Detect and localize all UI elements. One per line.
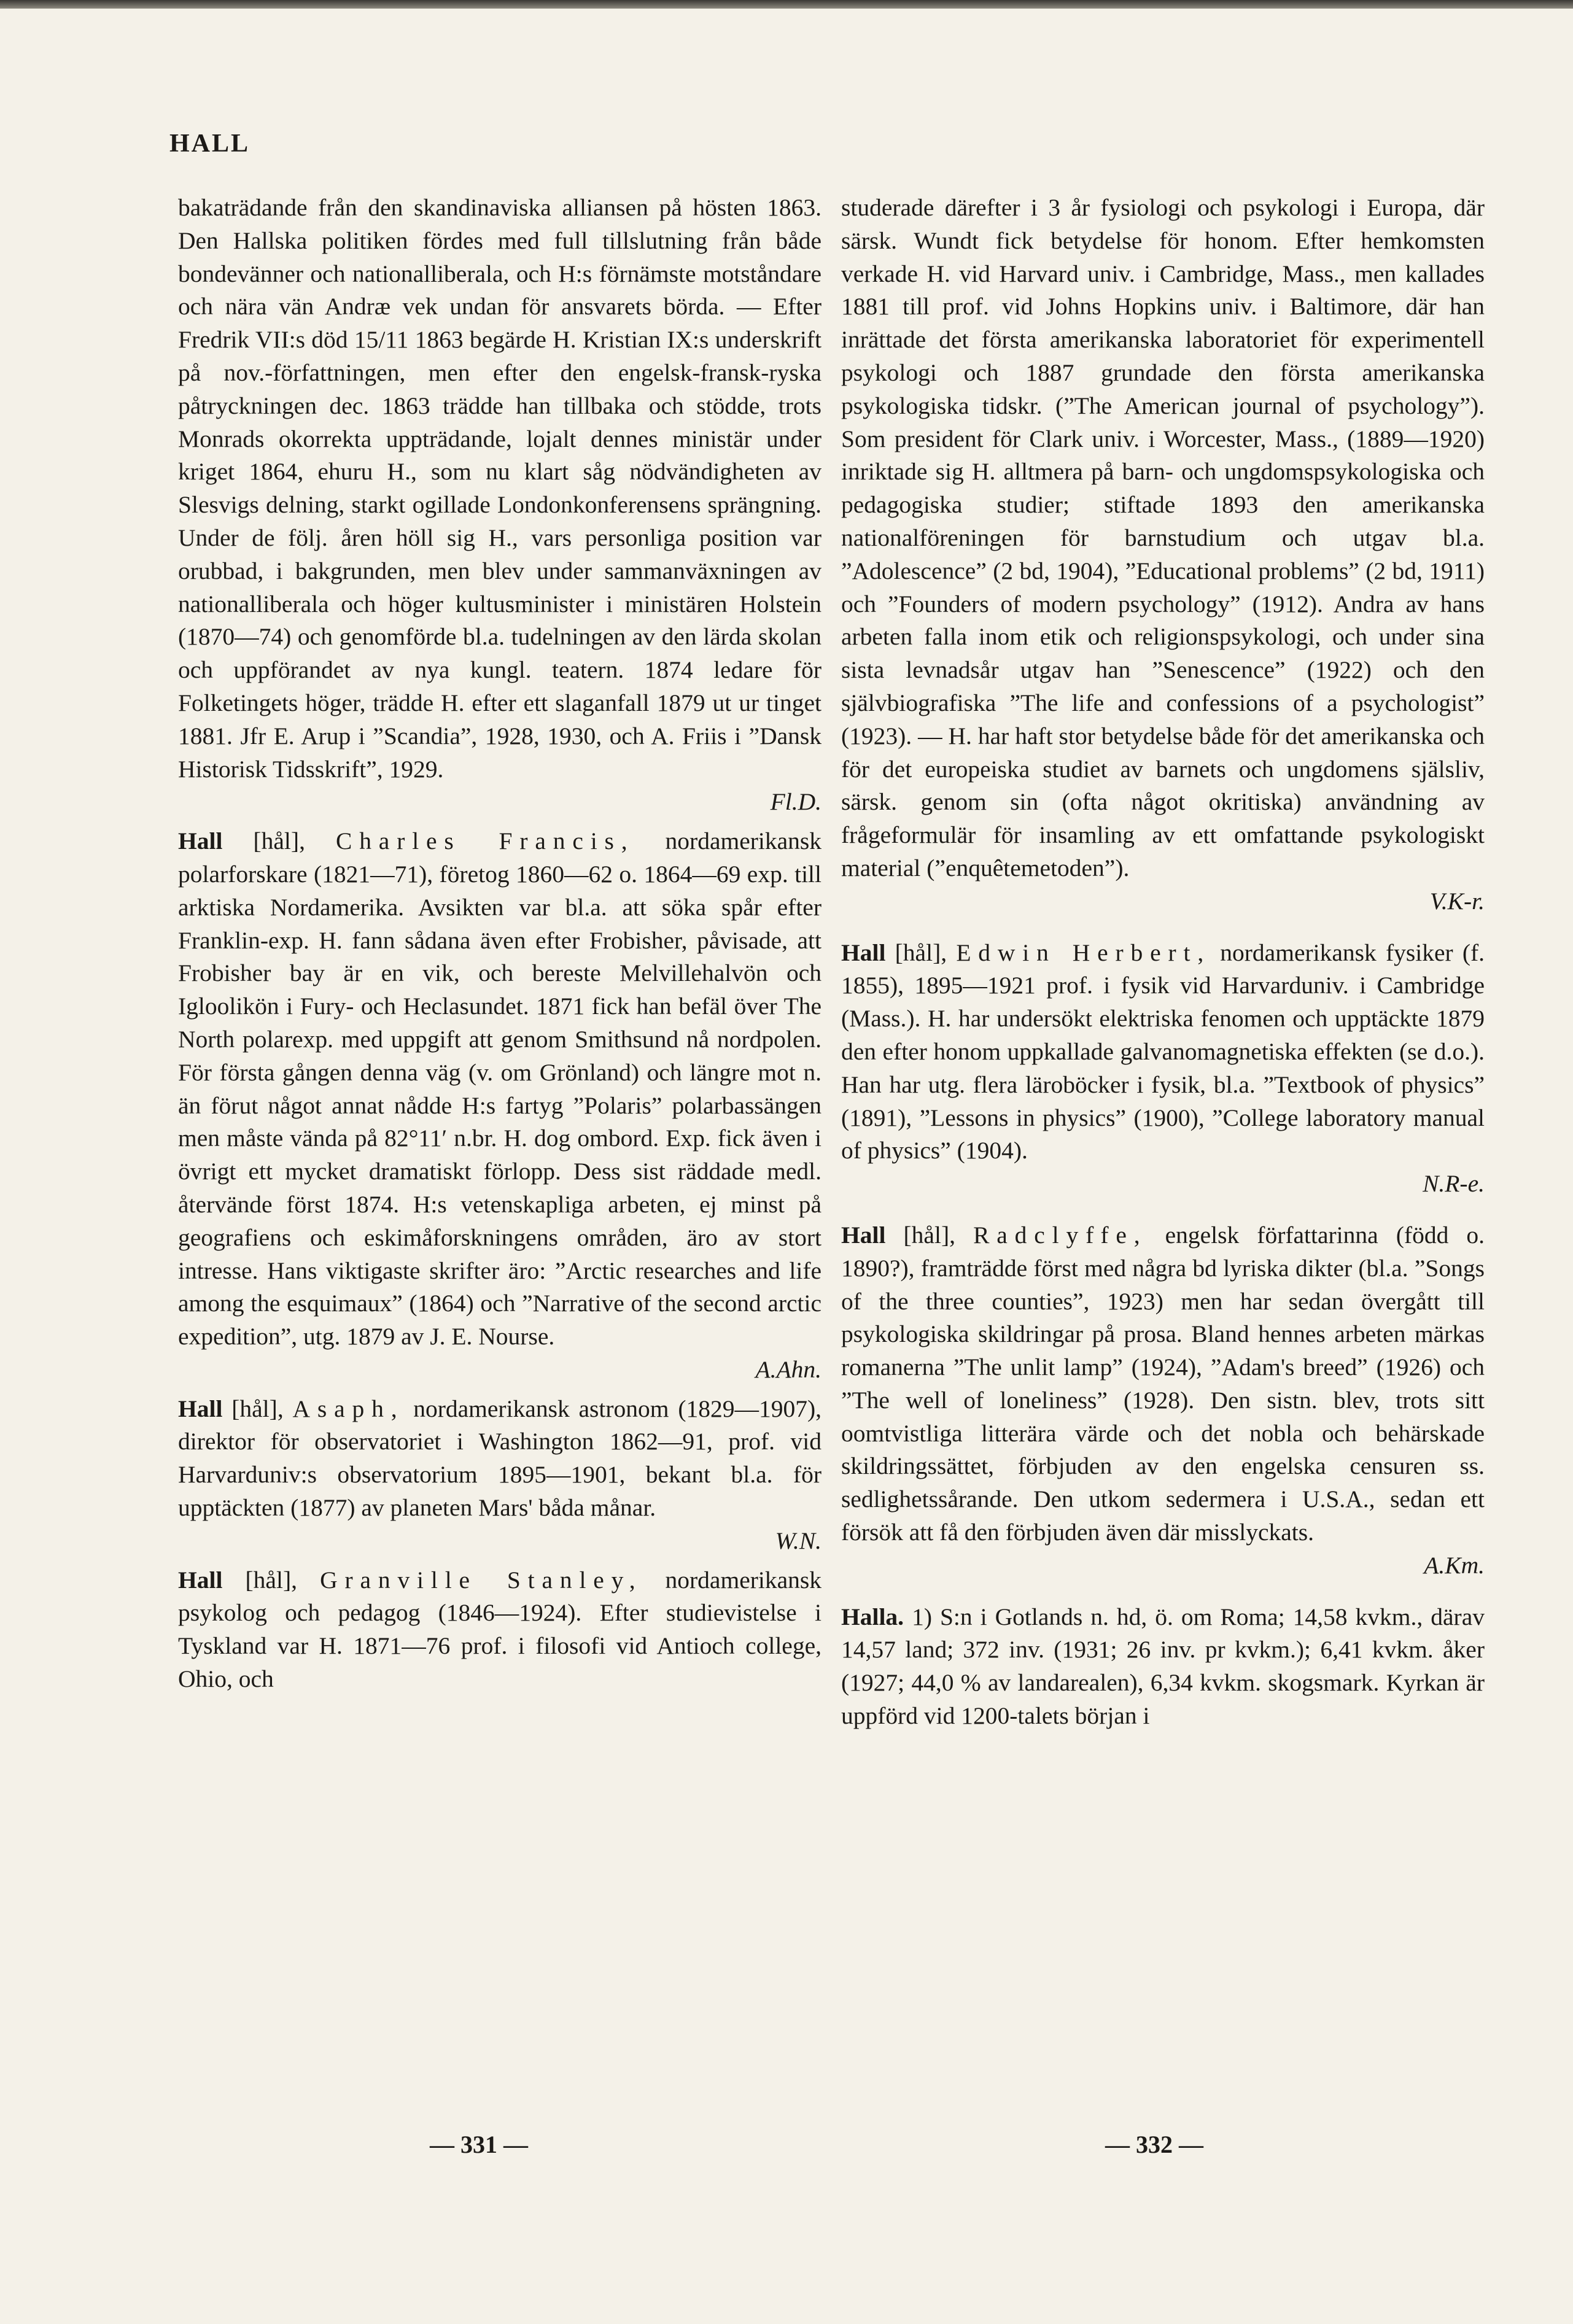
page-number-right: — 332 —	[1105, 2131, 1203, 2158]
pronunciation: [hål],	[895, 939, 947, 966]
pronunciation: [hål],	[253, 827, 305, 855]
headword: Hall	[178, 1566, 223, 1594]
person-name: Charles Francis,	[336, 827, 635, 855]
signature: A.Km.	[1424, 1551, 1485, 1579]
signature: W.N.	[775, 1527, 821, 1554]
signature: Fl.D.	[770, 788, 821, 816]
person-name: Edwin Herbert,	[956, 939, 1211, 966]
pronunciation: [hål],	[903, 1221, 955, 1249]
headword: Hall	[178, 827, 223, 855]
top-scan-edge	[0, 0, 1573, 9]
pronunciation: [hål],	[231, 1395, 284, 1422]
entry-body: nordamerikansk fysiker (f. 1855), 1895—1921 prof. i fysik vid Harvarduniv. i Cambridge (Mass.). H. har undersökt elektriska fenomen och upptäckte 1879 den efter honom uppkallade galvanomagnetiska effekten (se d.o.). Han har utg. flera läroböcker i fysik, bl.a. ”Textbook of physics” (1891), ”Lessons in physics” (1900), ”College laboratory manual of physics” (1904).	[841, 939, 1485, 1164]
headword: Halla.	[841, 1603, 904, 1630]
signature: N.R-e.	[1423, 1170, 1485, 1198]
running-head: HALL	[169, 130, 251, 158]
entry-body: nordamerikansk astronom (1829—1907), direktor för observatoriet i Washington 1862—91, prof. vid Harvarduniv:s observatorium 1895—1901, bekant bl.a. för upptäckten (1877) av planeten Mars' båda månar.	[178, 1395, 822, 1522]
entry-charles-francis-hall	[178, 825, 821, 1387]
continuation-text: bakaträdande från den skandinaviska alliansen på hösten 1863. Den Hallska politiken fördes med full tillslutning från både bondevänner och nationalliberala, och H:s förnämste motståndare och nära vän Andræ vek undan för ansvarets börda. — Efter Fredrik VII:s död 15/11 1863 begärde H. Kristian IX:s underskrift på nov.-författningen, men efter den engelsk-fransk-ryska påtryckningen dec. 1863 trädde han tillbaka och stödde, trots Monrads okorrekta uppträdande, lojalt dennes ministär under kriget 1864, ehuru H., som nu klart såg nödvändigheten av Slesvigs delning, starkt ogillade Londonkonferensens sprängning. Under de följ. åren höll sig H., vars personliga position var orubbad, i bakgrunden, men blev under sammanväxningen av nationalliberala och höger kultusminister i ministären Holstein (1870—74) och genomförde bl.a. tudelningen av den lärda skolan och uppförandet av nya kungl. teatern. 1874 ledare för Folketingets höger, trädde H. efter ett slaganfall 1879 ut ur tinget 1881. Jfr E. Arup i ”Scandia”, 1928, 1930, och A. Friis i ”Dansk Historisk Tidsskrift”, 1929. Fl.D.	[178, 192, 821, 819]
entry-radclyffe-hall	[841, 1219, 1485, 1582]
entry-body: engelsk författarinna (född o. 1890?), framträdde först med några bd lyriska dikter (bl.a. ”Songs of the three counties”, 1923) men har sedan övergått till psykologiska skildringar på prosa. Bland hennes arbeten märkas romanerna ”The unlit lamp” (1924), ”Adam's breed” (1926) och ”The well of loneliness” (1928). Den sistn. blev, trots sitt oomtvistliga litterära värde och det nobla och behärskade skildringssättet, förbjuden av den engelska censuren ss. sedlighetssårande. Den utkom sedermera i U.S.A., sedan ett försök att få den förbjuden även där misslyckats.	[841, 1221, 1485, 1546]
entry-halla	[841, 1601, 1485, 1733]
headword: Hall	[178, 1395, 223, 1422]
signature: V.K-r.	[1429, 887, 1485, 915]
page-number-left: — 331 —	[430, 2131, 528, 2158]
person-name: Asaph,	[292, 1395, 405, 1422]
headword: Hall	[841, 1221, 886, 1249]
entry-edwin-herbert-hall	[841, 937, 1485, 1201]
right-column	[841, 192, 1485, 1733]
person-name: Radclyffe,	[973, 1221, 1148, 1249]
left-column	[178, 192, 821, 1696]
entry-body: 1) S:n i Gotlands n. hd, ö. om Roma; 14,58 kvkm., därav 14,57 land; 372 inv. (1931; 26 inv. pr kvkm.); 6,41 kvkm. åker (1927; 44,0 % av landarealen), 6,34 kvkm. skogsmark. Kyrkan är uppförd vid 1200-talets början i	[841, 1603, 1485, 1730]
continuation-text: studerade därefter i 3 år fysiologi och psykologi i Europa, där särsk. Wundt fick betydelse för honom. Efter hemkomsten verkade H. vid Harvard univ. i Cambridge, Mass., men kallades 1881 till prof. vid Johns Hopkins univ. i Baltimore, där han inrättade det första amerikanska laboratoriet för experimentell psykologi och 1887 grundade den första amerikanska psykologiska tidskr. (”The American journal of psychology”). Som president för Clark univ. i Worcester, Mass., (1889—1920) inriktade sig H. alltmera på barn- och ungdomspsykologiska och pedagogiska studier; stiftade 1893 den amerikanska nationalföreningen för barnstudium och utgav bl.a. ”Adolescence” (2 bd, 1904), ”Educational problems” (2 bd, 1911) och ”Founders of modern psychology” (1912). Andra av hans arbeten falla inom etik och religionspsykologi, och under sina sista levnadsår utgav han ”Senescence” (1922) och den självbiografiska ”The life and confessions of a psychologist” (1923). — H. har haft stor betydelse både för det amerikanska och för det europeiska studiet av barnets och ungdomens själsliv, särsk. genom sin (ofta något okritiska) användning av frågeformulär för insamling av ett omfattande psykologiskt material (”enquêtemetoden”). V.K-r.	[841, 192, 1485, 918]
headword: Hall	[841, 939, 886, 966]
entry-body: nordamerikansk psykolog och pedagog (1846—1924). Efter studievistelse i Tyskland var H. 1871—76 prof. i filosofi vid Antioch college, Ohio, och	[178, 1566, 822, 1693]
signature: A.Ahn.	[755, 1355, 821, 1383]
pronunciation: [hål],	[245, 1566, 297, 1594]
entry-body: nordamerikansk polarforskare (1821—71), företog 1860—62 o. 1864—69 exp. till arktiska Nordamerika. Avsikten var bl.a. att söka spår efter Franklin-exp. H. fann sådana även efter Frobisher, påvisade, att Frobisher bay är en vik, och bereste Melvillehalvön och Igloolikön i Fury- och Heclasundet. 1871 fick han befäl över The North polarexp. med uppgift att genom Smithsund nå nordpolen. För första gången denna väg (v. om Grönland) och längre mot n. än förut något annat nådde H:s fartyg ”Polaris” polarbassängen men måste vända på 82°11′ n.br. H. dog ombord. Exp. fick även i övrigt ett mycket dramatiskt förlopp. Dess sist räddade medl. återvände först 1874. H:s vetenskapliga arbeten, ej minst på geografiens och eskimåforskningens områden, äro av stort intresse. Hans viktigaste skrifter äro: ”Arctic researches and life among the esquimaux” (1864) och ”Narrative of the second arctic expedition”, utg. 1879 av J. E. Nourse.	[178, 827, 822, 1350]
entry-asaph-hall	[178, 1393, 821, 1558]
entry-granville-stanley-hall	[178, 1564, 821, 1696]
person-name: Granville Stanley,	[320, 1566, 643, 1594]
